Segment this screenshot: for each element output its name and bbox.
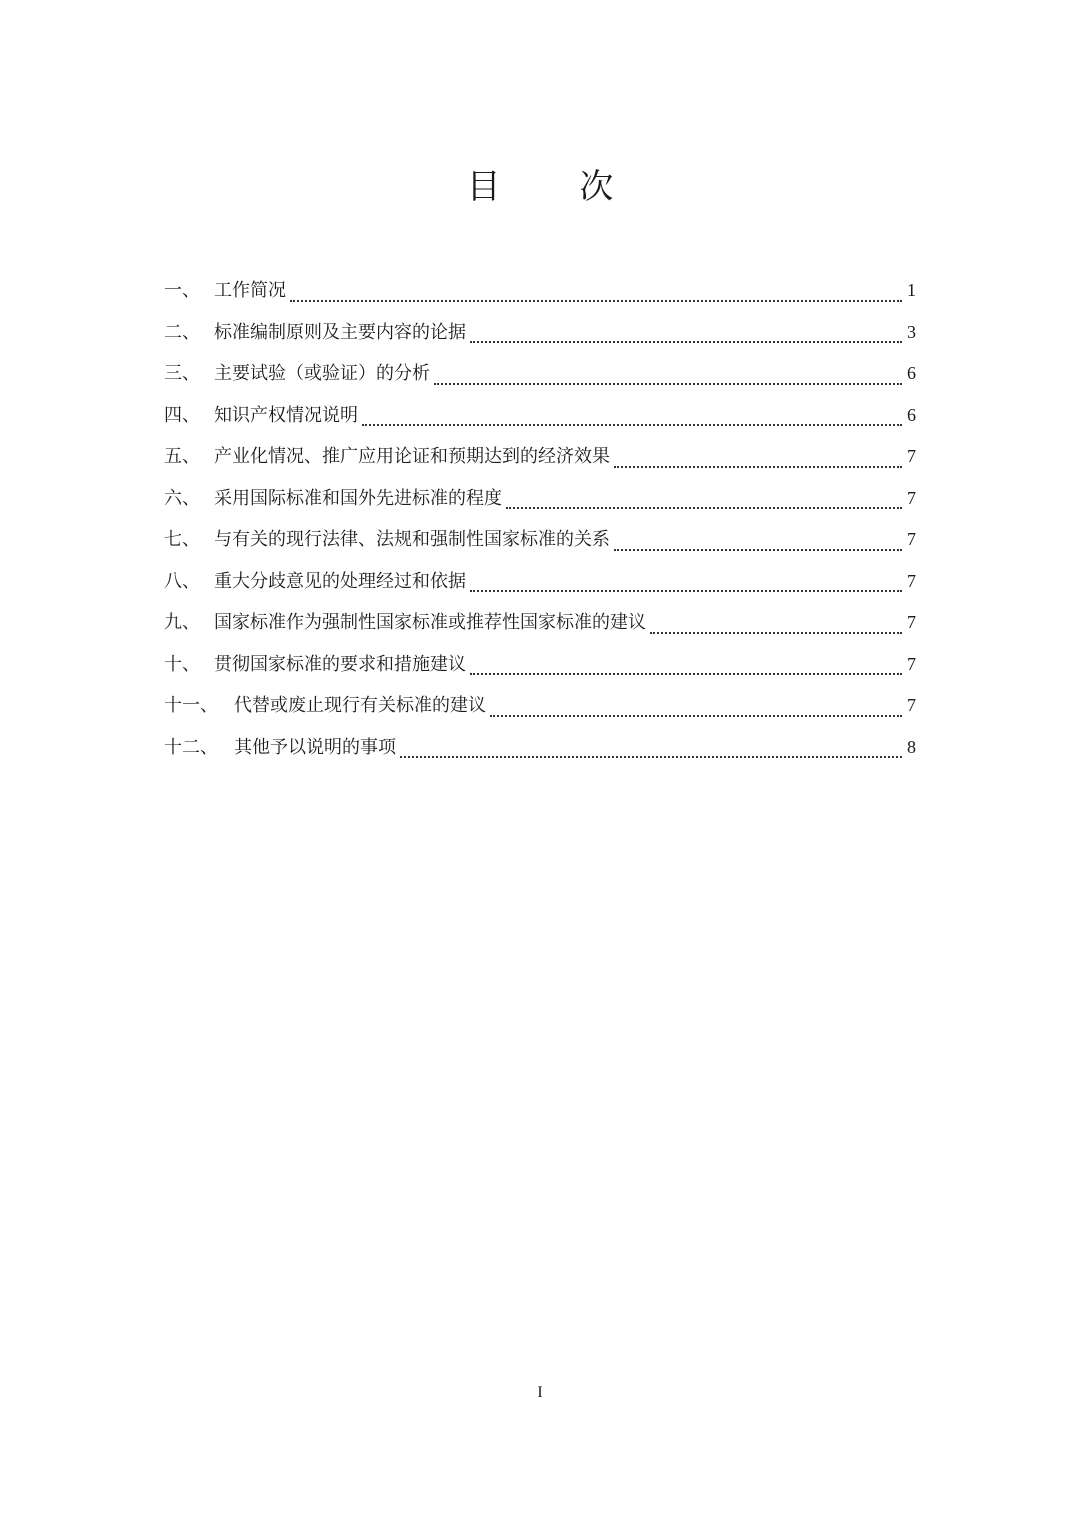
toc-entry-label: 产业化情况、推广应用论证和预期达到的经济效果: [214, 446, 610, 467]
toc-entry-11[interactable]: [164, 687, 916, 729]
toc-dot-leader: [490, 715, 902, 717]
page-number: I: [537, 1384, 543, 1401]
toc-entry-7[interactable]: [164, 521, 916, 563]
toc-entry-3[interactable]: [164, 355, 916, 397]
toc-dot-leader: [400, 756, 902, 758]
toc-entry-label: 重大分歧意见的处理经过和依据: [214, 570, 466, 592]
toc-dot-leader: [362, 424, 902, 426]
toc-entry-number: 四、: [164, 404, 200, 426]
toc-entry-label: 代替或废止现行有关标准的建议: [234, 695, 486, 716]
toc-dot-leader: [470, 673, 902, 675]
toc-entry-10[interactable]: [164, 646, 916, 688]
toc-entry-page: 7: [907, 446, 916, 466]
toc-entry-page: 7: [907, 612, 916, 632]
toc-entry-number: 八、: [164, 570, 200, 592]
toc-dot-leader: [470, 590, 902, 592]
toc-dot-leader: [470, 341, 902, 343]
toc-entry-number: 三、: [164, 363, 200, 384]
toc-entry-number: 九、: [164, 612, 200, 633]
toc-entry-12[interactable]: [164, 729, 916, 771]
toc-dot-leader: [614, 466, 902, 468]
toc-entry-9[interactable]: [164, 604, 916, 646]
toc-entry-1[interactable]: [164, 272, 916, 314]
toc-dot-leader: [650, 632, 902, 634]
toc-entry-5[interactable]: [164, 438, 916, 480]
toc-entry-number: 十、: [164, 653, 200, 675]
toc-entry-4[interactable]: [164, 397, 916, 439]
toc-entry-page: 3: [907, 321, 916, 342]
toc-entry-page: 1: [907, 280, 916, 300]
toc-entry-label: 主要试验（或验证）的分析: [214, 363, 430, 384]
toc-entry-label: 采用国际标准和国外先进标准的程度: [214, 487, 502, 509]
toc-dot-leader: [614, 549, 902, 551]
page-title: 目 次: [466, 167, 648, 207]
toc-entry-8[interactable]: [164, 563, 916, 605]
toc-entry-page: 7: [907, 695, 916, 715]
toc-entry-2[interactable]: [164, 314, 916, 356]
toc-entry-page: 7: [907, 653, 916, 674]
toc-entry-6[interactable]: [164, 480, 916, 522]
toc-entry-number: 十一、: [164, 695, 218, 716]
toc-entry-label: 其他予以说明的事项: [234, 736, 396, 758]
toc-entry-label: 知识产权情况说明: [214, 404, 358, 426]
toc-entry-number: 五、: [164, 446, 200, 467]
toc-entry-label: 标准编制原则及主要内容的论据: [214, 321, 466, 343]
toc-dot-leader: [434, 383, 902, 385]
toc-entry-number: 六、: [164, 487, 200, 509]
table-of-contents: [164, 272, 916, 770]
toc-dot-leader: [506, 507, 902, 509]
toc-dot-leader: [290, 300, 902, 302]
toc-entry-label: 与有关的现行法律、法规和强制性国家标准的关系: [214, 529, 610, 550]
toc-entry-label: 贯彻国家标准的要求和措施建议: [214, 653, 466, 675]
toc-entry-label: 工作简况: [214, 280, 286, 301]
toc-entry-number: 十二、: [164, 736, 218, 758]
toc-entry-page: 7: [907, 487, 916, 508]
toc-entry-page: 7: [907, 570, 916, 591]
toc-entry-number: 一、: [164, 280, 200, 301]
toc-entry-page: 7: [907, 529, 916, 549]
toc-entry-page: 8: [907, 736, 916, 757]
toc-entry-page: 6: [907, 363, 916, 383]
toc-entry-page: 6: [907, 404, 916, 425]
toc-entry-number: 七、: [164, 529, 200, 550]
toc-entry-number: 二、: [164, 321, 200, 343]
toc-entry-label: 国家标准作为强制性国家标准或推荐性国家标准的建议: [214, 612, 646, 633]
